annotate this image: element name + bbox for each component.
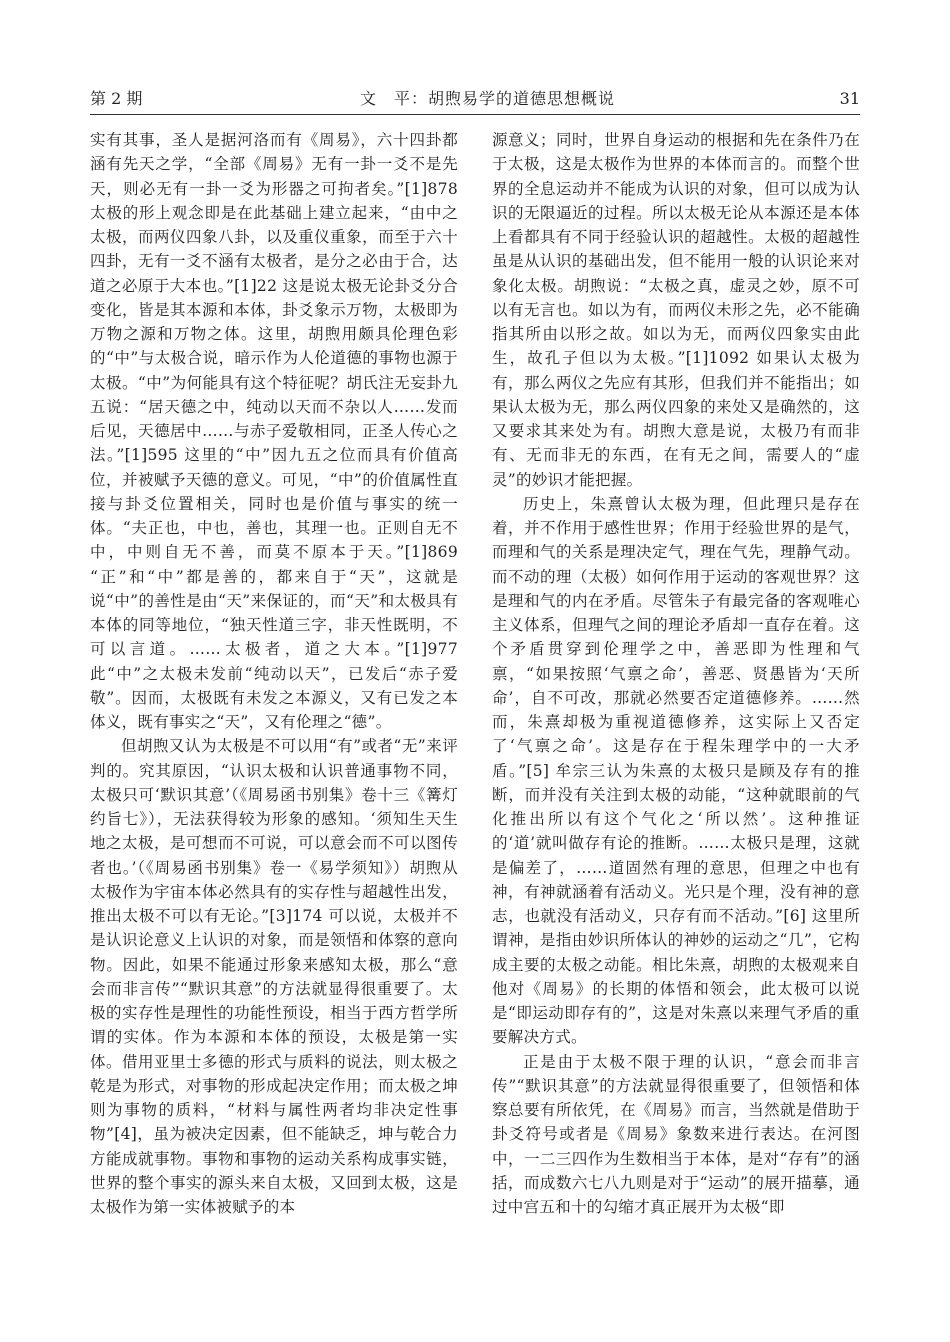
paragraph: 正是由于太极不限于理的认识，“意会而非言传”“默识其意”的方法就显得很重要了，但领悟和体察总要有所依凭，在《周易》而言，当然就是借助于卦爻符号或者是《周易》象数来进行表达。在河图中，一二三四作为生数相当于本体，是对“存有”的涵括，而成数六七八九则是对于“运动”的展开描摹，通过中宫五和十的勾缩才真正展开为太极“即	[492, 1052, 860, 1216]
issue-number: 第 2 期	[90, 89, 143, 108]
paragraph: 实有其事，圣人是据河洛而有《周易》，六十四卦都涵有先天之学，“全部《周易》无有一卦一爻不是先天，则必无有一卦一爻为形器之可拘者矣。”[1]878 太极的形上观念即是在此基础上建立起来，“由中之太极，而两仪四象八卦，以及重仪重象，而至于六十四卦，无有一爻不涵有太极者，是分之必由于合，达道之必原于大本也。”[1]22 这是说太极无论卦爻分合变化，皆是其本源和本体，卦爻象示万物，太极即为万物之源和万物之体。这里，胡煦用颇具伦理色彩的“中”与太极合说，暗示作为人伦道德的事物也源于太极。“中”为何能具有这个特征呢？胡氏注无妄卦九五说：“居天德之中，纯动以天而不杂以人……发而后见，天德居中……与赤子爱敬相同，正圣人传心之法。”[1]595 这里的“中”因九五之位而具有价值高位，并被赋予天德的意义。可见，“中”的价值属性直接与卦爻位置相关，同时也是价值与事实的统一体。“夫正也，中也，善也，其理一也。正则自无不中，中则自无不善，而莫不原本于天。”[1]869 “正”和“中”都是善的，都来自于“天”，这就是说“中”的善性是由“天”来保证的，而“天”和太极具有本体的同等地位，“独天性道三字，非天性既明，不可以言道。……太极者，道之大本。”[1]977 此“中”之太极未发前“纯动以天”，已发后“赤子爱敬”。因而，太极既有未发之本源义，又有已发之本体义，既有事实之“天”，又有伦理之“德”。	[90, 131, 458, 731]
left-column	[90, 128, 458, 1219]
paragraph: 但胡煦又认为太极是不可以用“有”或者“无”来评判的。究其原因，“认识太极和认识普通事物不同，太极只可‘默识其意’（《周易函书别集》卷十三《篝灯约旨七》），无法获得较为形象的感知。‘须知生天生地之太极，是可想而不可说，可以意会而不可以图传者也。’（《周易函书别集》卷一《易学须知》）胡煦从太极作为宇宙本体必然具有的实存性与超越性出发，推出太极不可以有无论。”[3]174 可以说，太极并不是认识论意义上认识的对象，而是领悟和体察的意向物。因此，如果不能通过形象来感知太极，那么“意会而非言传”“默识其意”的方法就显得很重要了。太极的实存性是理性的功能性预设，相当于西方哲学所谓的实体。作为本源和本体的预设，太极是第一实体。借用亚里士多德的形式与质料的说法，则太极之乾是为形式，对事物的形成起决定作用；而太极之坤则为事物的质料，“材料与属性两者均非决定性事物”[4]，虽为被决定因素，但不能缺乏，坤与乾合力方能成就事物。事物和事物的运动关系构成事实链，世界的整个事实的源头来自太极，又回到太极，这是太极作为第一实体被赋予的本	[90, 737, 458, 1216]
paragraph: 历史上，朱熹曾认太极为理，但此理只是存在着，并不作用于感性世界；作用于经验世界的是气，而理和气的关系是理决定气，理在气先，理静气动。而不动的理（太极）如何作用于运动的客观世界？这是理和气的内在矛盾。尽管朱子有最完备的客观唯心主义体系，但理气之间的理论矛盾却一直存在着。这个矛盾贯穿到伦理学之中，善恶即为性理和气禀，“如果按照‘气禀之命’，善恶、贤愚皆为‘天所命’，自不可改，那就必然要否定道德修养。……然而，朱熹却极为重视道德修养，这实际上又否定了‘气禀之命’。这是存在于程朱理学中的一大矛盾。”[5] 牟宗三认为朱熹的太极只是顾及存有的推断，而并没有关注到太极的动能，“这种就眼前的气化推出所以有这个气化之‘所以然’。这种推证的‘道’就叫做存有论的推断。……太极只是理，这就是偏差了，……道固然有理的意思，但理之中也有神，有神就涵着有活动义。光只是个理，没有神的意志，也就没有活动义，只存有而不活动。”[6] 这里所谓神，是指由妙识所体认的神妙的运动之“几”，它构成主要的太极之动能。相比朱熹，胡煦的太极观来自他对《周易》的长期的体悟和领会，此太极可以说是“即运动即存有的”，这是对朱熹以来理气矛盾的重要解决方式。	[492, 494, 860, 1047]
page-number: 31	[839, 89, 860, 108]
running-title: 文 平：胡煦易学的道德思想概说	[360, 89, 616, 108]
right-column	[492, 128, 860, 1219]
header-rule	[90, 114, 860, 115]
paragraph: 源意义；同时，世界自身运动的根据和先在条件乃在于太极，这是太极作为世界的本体而言的。而整个世界的全息运动并不能成为认识的对象，但可以成为认识的无限逼近的过程。所以太极无论从本源还是本体上看都具有不同于经验认识的超越性。太极的超越性虽是从认识的基础出发，但不能用一般的认识论来对象化太极。胡煦说：“太极之真，虚灵之妙，原不可以有无言也。如以为有，而两仪未形之先，必不能确指其所由以形之故。如以为无，而两仪四象实由此生，故孔子但以为太极。”[1]1092 如果认太极为有，那么两仪之先应有其形，但我们并不能指出；如果认太极为无，那么两仪四象的来处又是确然的，这又要求其来处为有。胡煦大意是说，太极乃有而非有、无而非无的东西，在有无之间，需要人的“虚灵”的妙识才能把握。	[492, 131, 860, 489]
